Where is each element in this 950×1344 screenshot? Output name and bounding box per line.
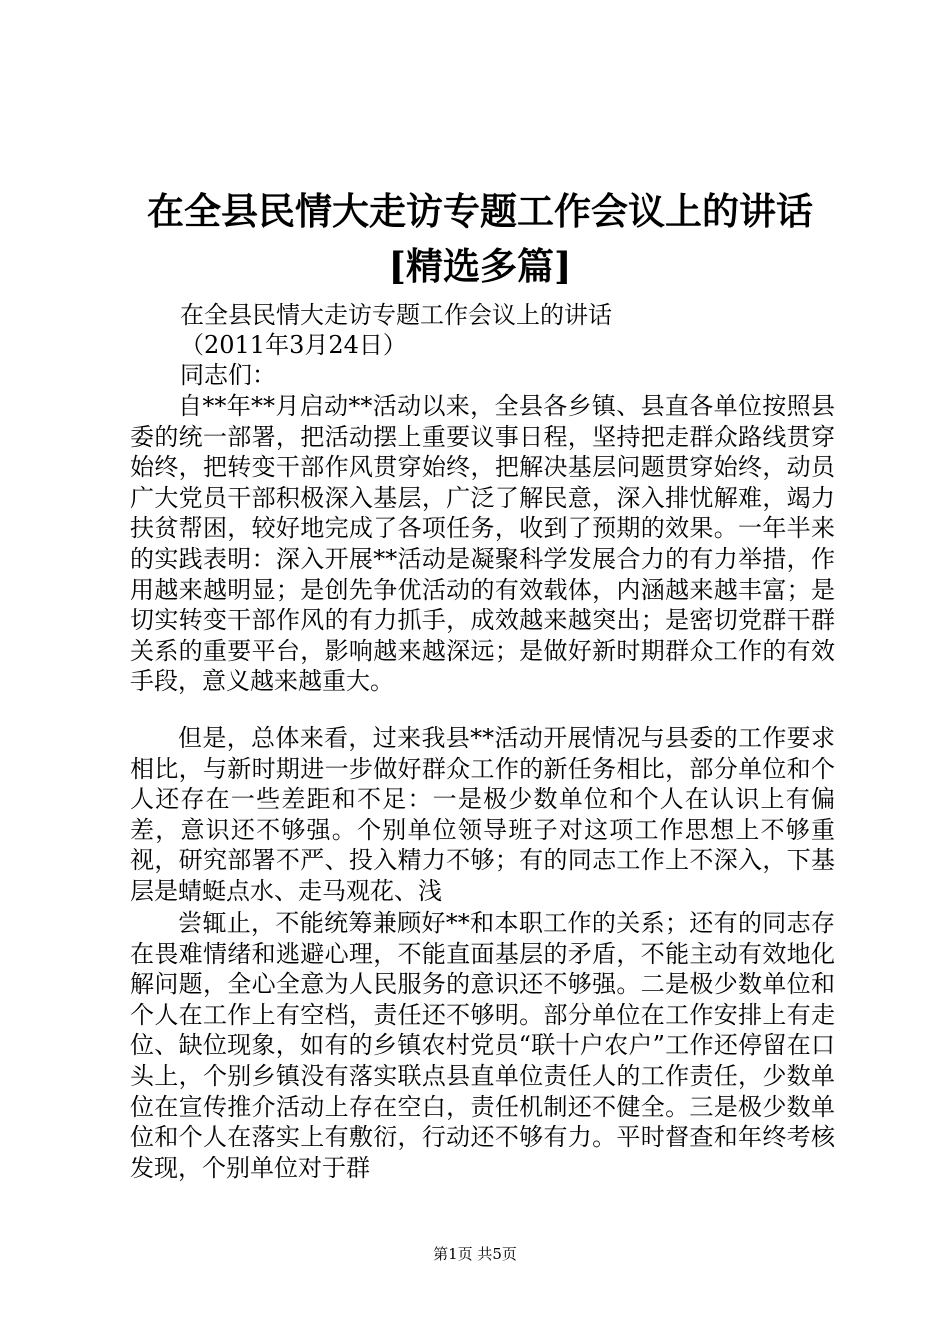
- salutation: 同志们：: [180, 361, 276, 389]
- page-number: 第1页 共5页: [433, 1245, 517, 1263]
- paragraph-1: 自**年**月启动**活动以来，全县各乡镇、县直各单位按照县委的统一部署，把活动摆上重要议事日程，坚持把走群众路线贯穿始终，把转变干部作风贯穿始终，把解决基层问题贯穿始终，动员广大党员干部积极深入基层，广泛了解民意，深入排忧解难，竭力扶贫帮困，较好地完成了各项任务，收到了预期的效果。一年半来的实践表明：深入开展**活动是凝聚科学发展合力的有力举措，作用越来越明显；是创先争优活动的有效载体，内涵越来越丰富；是切实转变干部作风的有力抓手，成效越来越突出；是密切党群干群关系的重要平台，影响越来越深远；是做好新时期群众工作的有效手段，意义越来越重大。: [130, 392, 835, 696]
- paragraph-2: 但是，总体来看，过来我县**活动开展情况与县委的工作要求相比，与新时期进一步做好群众工作的新任务相比，部分单位和个人还存在一些差距和不足：一是极少数单位和个人在认识上有偏差，意识还不够强。个别单位领导班子对这项工作思想上不够重视，研究部署不严、投入精力不够；有的同志工作上不深入，下基层是蜻蜓点水、走马观花、浅: [130, 724, 835, 905]
- document-title: 在全县民情大走访专题工作会议上的讲话[精选多篇]: [147, 189, 813, 288]
- document-subtitle: 在全县民情大走访专题工作会议上的讲话: [180, 301, 612, 329]
- paragraph-3: 尝辄止，不能统筹兼顾好**和本职工作的关系；还有的同志存在畏难情绪和逃避心理，不能直面基层的矛盾，不能主动有效地化解问题，全心全意为人民服务的意识还不够强。二是极少数单位和个人在工作上有空档，责任还不够明。部分单位在工作安排上有走位、缺位现象，如有的乡镇农村党员“联十户农户”工作还停留在口头上，个别乡镇没有落实联点县直单位责任人的工作责任，少数单位在宣传推介活动上存在空白，责任机制还不健全。三是极少数单位和个人在落实上有敷衍，行动还不够有力。平时督查和年终考核发现，个别单位对于群: [130, 909, 835, 1182]
- document-date: （2011年3月24日）: [180, 331, 407, 359]
